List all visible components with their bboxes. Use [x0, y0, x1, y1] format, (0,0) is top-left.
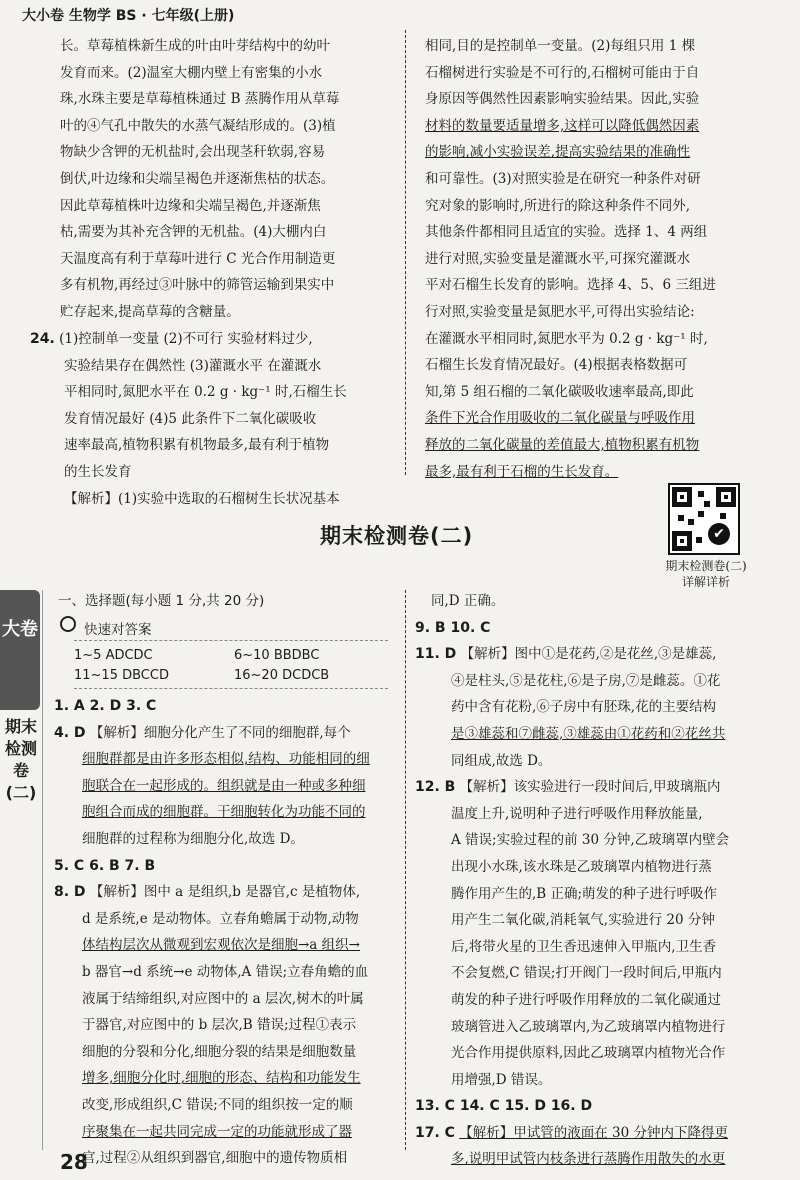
side-tab: 大卷	[0, 590, 40, 710]
text-line: 多,说明甲试管内枝条进行蒸腾作用散失的水更	[451, 1151, 726, 1168]
section-title: 期末检测卷(二)	[320, 524, 474, 548]
text-line: 的生长发育	[64, 463, 132, 480]
text-line: 改变,形成组织,C 错误;不同的组织按一定的顺	[82, 1096, 353, 1113]
text-line: 条件下光合作用吸收的二氧化碳量与呼吸作用	[425, 410, 695, 427]
qr-module	[678, 515, 684, 521]
question-number: 24.	[30, 331, 55, 347]
text-line: 细胞群的过程称为细胞分化,故选 D。	[82, 830, 304, 847]
text-line: 身原因等偶然性因素影响实验结果。因此,实验	[425, 91, 700, 108]
quick-answer-box	[62, 612, 394, 688]
question-number: 11. D	[415, 646, 457, 663]
text-line: 萌发的种子进行呼吸作用释放的二氧化碳通过	[451, 991, 721, 1008]
text-line: 细胞群都是由许多形态相似,结构、功能相同的细	[82, 751, 370, 768]
question-number: 8. D	[54, 884, 86, 901]
text-line: 倒伏,叶边缘和尖端呈褐色并逐渐焦枯的状态。	[60, 170, 335, 187]
answer-row	[74, 666, 394, 686]
answer-cell: 1~5 ADCDC	[74, 648, 153, 663]
qr-finder-icon	[716, 487, 736, 507]
text-line: 同,D 正确。	[431, 593, 505, 609]
column-divider-bottom	[405, 590, 406, 1150]
running-header: 大小卷 生物学 BS · 七年级(上册)	[22, 8, 235, 24]
qr-module	[688, 519, 694, 525]
text-line: 胞联合在一起形成的。组织就是由一种或多种细	[82, 777, 366, 794]
text-line: 石榴生长发育情况最好。(4)根据表格数据可	[425, 357, 688, 374]
top-left-column	[60, 33, 392, 326]
qr-module	[720, 513, 726, 519]
q12-line	[415, 774, 760, 801]
text-line: 【解析】(1)实验中选取的石榴树生长状况基本	[64, 490, 340, 507]
answer-cell: 11~15 DBCCD	[74, 668, 169, 683]
question-number: 17. C	[415, 1124, 455, 1141]
text-line: 贮存起来,提高草莓的含糖量。	[60, 303, 240, 320]
dashed-rule	[74, 640, 388, 641]
answer-line: 9. B 10. C	[415, 619, 491, 636]
text-line: 用增强,D 错误。	[451, 1071, 552, 1088]
text-line: 珠,水珠主要是草莓植株通过 B 蒸腾作用从草莓	[60, 91, 340, 108]
text-line: 体结构层次从微观到宏观依次是细胞→a 组织→	[82, 937, 360, 954]
text-line: 出现小水珠,该水珠是乙玻璃罩内植物进行蒸	[451, 858, 712, 875]
q11-line	[415, 641, 760, 668]
text-line: 进行对照,实验变量是灌溉水平,可探究灌溉水	[425, 250, 691, 267]
text-line: 【解析】图中 a 是组织,b 是器官,c 是植物体,	[89, 884, 361, 901]
text-line: 实验结果存在偶然性 (3)灌溉水平 在灌溉水	[64, 357, 322, 374]
qr-module	[696, 537, 702, 543]
qr-module	[704, 501, 710, 507]
text-line: 材料的数量要适量增多,这样可以降低偶然因素	[425, 117, 700, 134]
bottom-left-column	[54, 693, 394, 1172]
question-number: 12. B	[415, 779, 456, 796]
text-line: 细胞的分裂和分化,细胞分裂的结果是细胞数量	[82, 1043, 357, 1060]
text-line: 腾作用产生的,B 正确;萌发的种子进行呼吸作	[451, 885, 718, 902]
text-line: 究对象的影响时,所进行的除这种条件不同外,	[425, 197, 691, 214]
text-line: 【解析】甲试管的液面在 30 分钟内下降得更	[459, 1124, 729, 1141]
text-line: (1)控制单一变量 (2)不可行 实验材料过少,	[59, 331, 313, 347]
answer-box-title: 快速对答案	[84, 622, 152, 638]
text-line: 速率最高,植物积累有机物最多,最有利于植物	[64, 437, 330, 454]
answer-line: 13. C 14. C 15. D 16. D	[415, 1098, 593, 1115]
text-line: 于器官,对应图中的 b 层次,B 错误;过程①表示	[82, 1017, 357, 1034]
answer-cell: 16~20 DCDCB	[234, 668, 330, 683]
text-line: 发育情况最好 (4)5 此条件下二氧化碳吸收	[64, 410, 317, 427]
text-line: 平相同时,氮肥水平在 0.2 g · kg⁻¹ 时,石榴生长	[64, 384, 347, 401]
text-line: 用产生二氧化碳,消耗氧气,实验进行 20 分钟	[451, 912, 715, 929]
text-line: 多有机物,再经过③叶脉中的筛管运输到果实中	[60, 277, 335, 294]
question-number: 4. D	[54, 724, 86, 741]
q24-line	[30, 326, 392, 353]
qr-code-icon[interactable]	[668, 483, 740, 555]
qr-module	[698, 511, 704, 517]
column-divider-top	[405, 30, 406, 475]
text-line: 【解析】细胞分化产生了不同的细胞群,每个	[89, 724, 351, 741]
page-number: 28	[60, 1150, 88, 1174]
text-line: b 器官→d 系统→e 动物体,A 错误;立春角蟾的血	[82, 963, 369, 980]
text-line: 枯,需要为其补充含钾的无机盐。(4)大棚内白	[60, 224, 327, 241]
text-line: 长。草莓植株新生成的叶由叶芽结构中的幼叶	[60, 38, 330, 54]
q17-line	[415, 1120, 760, 1147]
text-line: 药中含有花粉,⑥子房中有胚珠,花的主要结构	[451, 699, 717, 716]
qr-finder-icon	[672, 531, 692, 551]
text-line: 石榴树进行实验是不可行的,石榴树可能由于自	[425, 64, 700, 81]
text-line: 知,第 5 组石榴的二氧化碳吸收速率最高,即此	[425, 383, 694, 400]
text-line: 官,过程②从组织到器官,细胞中的遗传物质相	[82, 1150, 348, 1167]
text-line: 胞组合而成的细胞群。干细胞转化为功能不同的	[82, 804, 366, 821]
dashed-rule	[74, 688, 388, 689]
text-line: 【解析】该实验进行一段时间后,甲玻璃瓶内	[459, 779, 721, 796]
text-line: 玻璃管进入乙玻璃罩内,为乙玻璃罩内植物进行	[451, 1018, 726, 1035]
text-line: 【解析】图中①是花药,②是花丝,③是雄蕊,	[460, 646, 717, 663]
qr-caption-line: 详解详析	[681, 575, 730, 589]
answer-grid	[74, 646, 394, 686]
text-line: A 错误;实验过程的前 30 分钟,乙玻璃罩内壁会	[451, 832, 730, 849]
text-line: 光合作用提供原料,因此乙玻璃罩内植物光合作	[451, 1045, 726, 1062]
q4-line	[54, 720, 394, 747]
text-line: d 是系统,e 是动物体。立春角蟾属于动物,动物	[82, 910, 359, 927]
answer-row	[74, 646, 394, 666]
text-line: 天温度高有利于草莓叶进行 C 光合作用制造更	[60, 250, 336, 267]
top-right-column	[425, 33, 757, 485]
checkmark-icon: ✔	[708, 523, 730, 545]
side-rule	[42, 590, 43, 1150]
answer-line: 1. A 2. D 3. C	[54, 698, 157, 714]
qr-module	[698, 491, 704, 497]
text-line: 后,将带火星的卫生香迅速伸入甲瓶内,卫生香	[451, 938, 717, 955]
text-line: ④是柱头,⑤是花柱,⑥是子房,⑦是雌蕊。①花	[451, 672, 721, 689]
qr-caption	[656, 558, 756, 590]
choice-heading: 一、选择题(每小题 1 分,共 20 分)	[58, 593, 265, 609]
text-line: 物缺少含钾的无机盐时,会出现茎秆软弱,容易	[60, 144, 326, 161]
qr-caption-line: 期末检测卷(二)	[665, 559, 747, 573]
text-line: 发育而来。(2)温室大棚内壁上有密集的小水	[60, 64, 323, 81]
text-line: 释放的二氧化碳量的差值最大,植物积累有机物	[425, 436, 700, 453]
q24-answer	[30, 326, 392, 512]
text-line: 增多,细胞分化时,细胞的形态、结构和功能发生	[82, 1070, 361, 1087]
text-line: 因此草莓植株叶边缘和尖端呈褐色,并逐渐焦	[60, 197, 321, 214]
text-line: 和可靠性。(3)对照实验是在研究一种条件对研	[425, 170, 701, 187]
qr-finder-icon	[672, 487, 692, 507]
text-line: 最多,最有利于石榴的生长发育。	[425, 463, 619, 480]
magnifier-icon	[60, 616, 76, 632]
q8-line	[54, 879, 394, 906]
text-line: 同组成,故选 D。	[451, 752, 552, 769]
text-line: 平对石榴生长发育的影响。选择 4、5、6 三组进	[425, 277, 716, 294]
side-vertical-label: 期末检测卷(二)	[4, 717, 37, 802]
answer-line: 5. C 6. B 7. B	[54, 857, 156, 874]
text-line: 的影响,减小实验误差,提高实验结果的准确性	[425, 144, 691, 161]
text-line: 温度上升,说明种子进行呼吸作用释放能量,	[451, 805, 703, 822]
text-line: 不会复燃,C 错误;打开阀门一段时间后,甲瓶内	[451, 965, 722, 982]
text-line: 在灌溉水平相同时,氮肥水平为 0.2 g · kg⁻¹ 时,	[425, 330, 708, 347]
text-line: 叶的④气孔中散失的水蒸气凝结形成的。(3)植	[60, 117, 336, 134]
bottom-right-column	[415, 588, 760, 1173]
answer-cell: 6~10 BBDBC	[234, 648, 320, 663]
text-line: 相同,目的是控制单一变量。(2)每组只用 1 棵	[425, 38, 696, 54]
text-line: 行对照,实验变量是氮肥水平,可得出实验结论:	[425, 303, 695, 320]
text-line: 序聚集在一起共同完成一定的功能就形成了器	[82, 1123, 352, 1140]
text-line: 其他条件都相同且适宜的实验。选择 1、4 两组	[425, 224, 708, 241]
text-line: 是③雄蕊和⑦雌蕊,③雄蕊由①花药和②花丝共	[451, 725, 726, 742]
text-line: 液属于结缔组织,对应图中的 a 层次,树木的叶属	[82, 990, 364, 1007]
